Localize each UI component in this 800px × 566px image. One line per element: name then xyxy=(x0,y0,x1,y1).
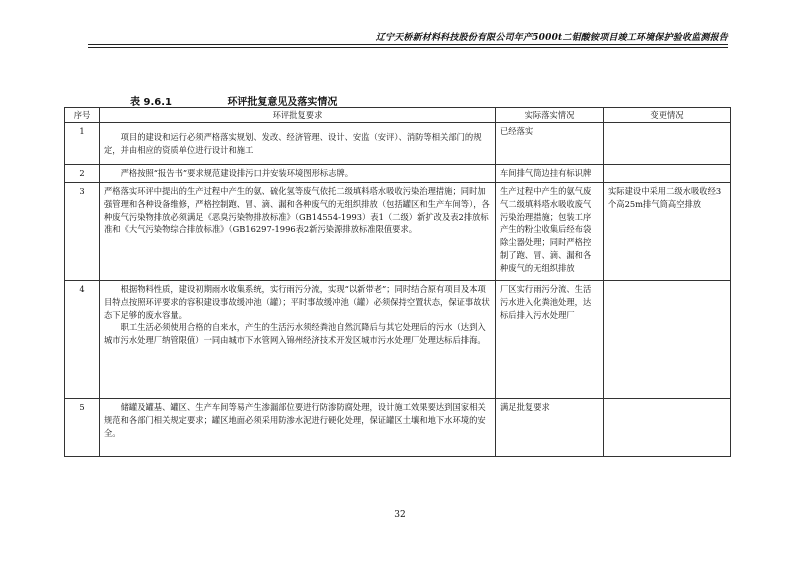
table-title xyxy=(130,93,337,108)
header-rule-thin xyxy=(88,47,728,48)
row-requirement xyxy=(100,182,496,280)
header-rule xyxy=(88,44,728,45)
requirement-paragraph-1: 根据物料性质，建设初期雨水收集系统，实行雨污分流，实现“以新带老”；同时结合原有项目及本项目特点按照环评要求的容积建设事故缓冲池（罐）；平时事故缓冲池（罐）必须保持空置状态，保证事故状态下足够的废水容量。 xyxy=(104,283,490,320)
requirement-text: 项目的建设和运行必须严格落实规划、发改、经济管理、设计、安监（安评）、消防等相关部门的规定，并由相应的资质单位进行设计和施工 xyxy=(104,132,482,155)
requirement-text: 严格按照“报告书”要求规范建设排污口并安装环境图形标志牌。 xyxy=(120,168,354,178)
row-requirement xyxy=(100,165,496,183)
requirement-paragraph-2: 职工生活必须使用合格的自来水，产生的生活污水须经粪池自然沉降后与其它处理后的污水（达到入城市污水处理厂纳管限值）一同由城市下水管网入锦州经济技术开发区城市污水处理厂处理达标后排海。 xyxy=(104,322,486,346)
row-requirement xyxy=(100,123,496,165)
requirement-text: 储罐及罐基、罐区、生产车间等易产生渗漏部位要进行防渗防腐处理，设计施工效果要达到国家相关规范和各部门相关规定要求；罐区地面必须采用防渗水泥进行硬化处理，保证罐区土壤和地下水环境的安全。 xyxy=(104,401,486,438)
col-header-req: 环评批复要求 xyxy=(100,108,496,123)
page-number: 32 xyxy=(394,510,406,520)
col-header-act: 实际落实情况 xyxy=(496,108,604,123)
row-requirement xyxy=(100,398,496,456)
table-number: 表 9.6.1 xyxy=(130,97,172,108)
requirement-text: 严格落实环评中提出的生产过程中产生的氨、硫化氢等废气依托二级填料塔水吸收污染治理措施；同时加强管理和各种设备维修，严格控制跑、冒、滴、漏和各种废气的无组织排放（包括罐区和生产车间等），各种废气污染物排放必须满足《恶臭污染物排放标准》（GB14554-1993）表1（二级）新扩改及表2排放标准和《大气污染物综合排放标准》（GB16297-1996表2新污染源排放标准限值要求。 xyxy=(104,185,490,235)
row-change xyxy=(604,398,731,456)
table-caption: 环评批复意见及落实情况 xyxy=(227,97,338,108)
row-seq: 2 xyxy=(65,165,100,183)
row-seq: 1 xyxy=(65,123,100,165)
row-action: 厂区实行雨污分流、生活污水进入化粪池处理，达标后排入污水处理厂 xyxy=(496,280,604,398)
row-requirement xyxy=(100,280,496,398)
row-seq: 3 xyxy=(65,182,100,280)
row-change xyxy=(604,280,731,398)
approval-table xyxy=(64,107,731,457)
table-row xyxy=(65,165,731,183)
table-row xyxy=(65,182,731,280)
table-row xyxy=(65,280,731,398)
row-action: 满足批复要求 xyxy=(496,398,604,456)
row-change xyxy=(604,165,731,183)
col-header-seq: 序号 xyxy=(65,108,100,123)
row-change xyxy=(604,123,731,165)
table-header-row xyxy=(65,108,731,123)
col-header-chg: 变更情况 xyxy=(604,108,731,123)
report-header: 辽宁天桥新材料科技股份有限公司年产5000t二钼酸铵项目竣工环境保护验收监测报告 xyxy=(375,33,728,43)
table-row xyxy=(65,123,731,165)
row-action: 已经落实 xyxy=(496,123,604,165)
row-action: 生产过程中产生的氨气废气二级填料塔水吸收废气污染治理措施；包装工序产生的粉尘收集后经布袋除尘器处理；同时严格控制了跑、冒、滴、漏和各种废气的无组织排放 xyxy=(496,182,604,280)
row-seq: 5 xyxy=(65,398,100,456)
table-row xyxy=(65,398,731,456)
row-action: 车间排气筒边挂有标识牌 xyxy=(496,165,604,183)
row-change: 实际建设中采用二级水吸收经3个高25m排气筒高空排放 xyxy=(604,182,731,280)
row-seq: 4 xyxy=(65,280,100,398)
